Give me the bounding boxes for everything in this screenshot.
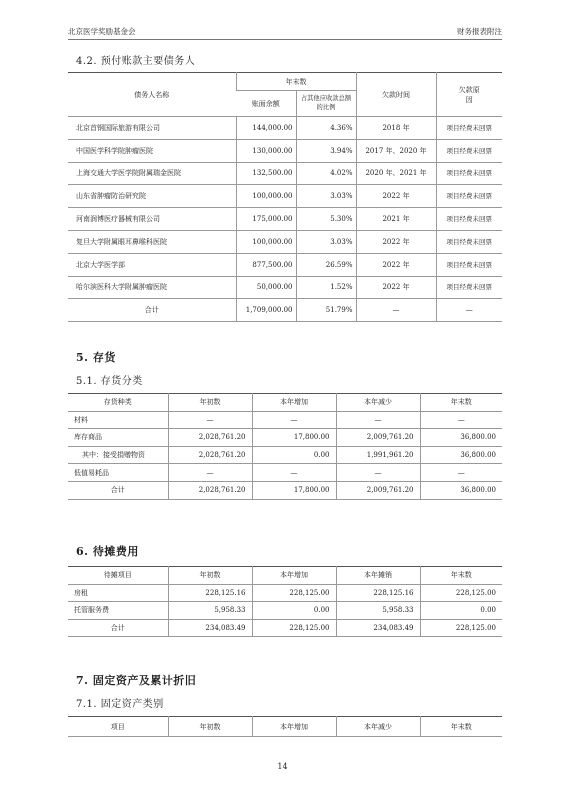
debtor-row: [68, 253, 502, 276]
prepaid-cell: 228,125.16: [168, 584, 252, 602]
debtor-ratio: 4.02%: [296, 162, 356, 185]
debtor-reason: 项目经费未回票: [436, 162, 502, 185]
debtor-row: [68, 139, 502, 162]
debtor-ratio: 3.03%: [296, 185, 356, 208]
debtor-amount: 130,000.00: [236, 139, 296, 162]
inventory-col-header: 存货种类: [68, 394, 168, 412]
debtor-amount: 132,500.00: [236, 162, 296, 185]
debtor-ratio: 5.30%: [296, 208, 356, 231]
header-org-name: 北京医学奖励基金会: [68, 27, 136, 36]
inventory-cell: —: [252, 411, 336, 429]
debtor-row: [68, 162, 502, 185]
inventory-cell: 36,800.00: [420, 446, 502, 464]
debtor-reason: 项目经费未回票: [436, 276, 502, 299]
prepaid-total-cell: 234,083.49: [168, 619, 252, 637]
inventory-row: [68, 446, 502, 464]
prepaid-total-cell: 228,125.00: [420, 619, 502, 637]
fixed-assets-table: [68, 716, 502, 737]
heading-7: 7. 固定资产及累计折旧: [76, 674, 197, 687]
prepaid-col-header: 待摊项目: [68, 567, 168, 585]
total-reason: —: [436, 299, 502, 322]
fixed-col-header: 年初数: [168, 717, 252, 737]
prepaid-total-cell: 228,125.00: [252, 619, 336, 637]
debtor-reason: 项目经费未回票: [436, 139, 502, 162]
heading-6: 6. 待摊费用: [76, 545, 139, 558]
inventory-cell: —: [168, 411, 252, 429]
debtor-name: 哈尔滨医科大学附属肿瘤医院: [68, 276, 236, 299]
inventory-cell: —: [336, 464, 420, 482]
inventory-col-header: 本年减少: [336, 394, 420, 412]
debtor-name: 北京大学医学部: [68, 253, 236, 276]
inventory-col-header: 本年增加: [252, 394, 336, 412]
fixed-col-header: 项目: [68, 717, 168, 737]
debtor-time: 2022 年: [356, 253, 436, 276]
debtor-ratio: 4.36%: [296, 117, 356, 140]
col-year-end: 年末数: [236, 73, 356, 91]
prepaid-cell: 托管服务费: [68, 602, 168, 620]
fixed-col-header: 本年增加: [252, 717, 336, 737]
inventory-row: [68, 411, 502, 429]
debtor-reason: 项目经费未回票: [436, 208, 502, 231]
prepaid-table: [68, 566, 502, 637]
prepaid-col-header: 年初数: [168, 567, 252, 585]
debtor-time: 2022 年: [356, 185, 436, 208]
inventory-cell: 库存商品: [68, 429, 168, 447]
fixed-col-header: 年末数: [420, 717, 502, 737]
inventory-col-header: 年初数: [168, 394, 252, 412]
inventory-header-row: [68, 394, 502, 412]
prepaid-cell: 5,958.33: [168, 602, 252, 620]
debtor-ratio: 1.52%: [296, 276, 356, 299]
prepaid-col-header: 本年增加: [252, 567, 336, 585]
prepaid-header-row: [68, 567, 502, 585]
heading-7-1: 7.1. 固定资产类别: [76, 699, 164, 710]
debtor-reason: 项目经费未回票: [436, 117, 502, 140]
debtor-time: 2021 年: [356, 208, 436, 231]
prepaid-total-cell: 234,083.49: [336, 619, 420, 637]
debtor-name: 北京首钢国际旅游有限公司: [68, 117, 236, 140]
debtor-name: 山东省肿瘤防治研究院: [68, 185, 236, 208]
prepaid-row: [68, 584, 502, 602]
debtor-name: 复旦大学附属眼耳鼻喉科医院: [68, 230, 236, 253]
prepaid-total-cell: 合计: [68, 619, 168, 637]
debtor-ratio: 26.59%: [296, 253, 356, 276]
inventory-cell: 0.00: [252, 446, 336, 464]
inventory-cell: —: [420, 411, 502, 429]
debtors-header-row-1: [68, 73, 502, 91]
inventory-cell: 低值易耗品: [68, 464, 168, 482]
prepaid-cell: 0.00: [252, 602, 336, 620]
debtor-row: [68, 185, 502, 208]
prepaid-col-header: 年末数: [420, 567, 502, 585]
col-debtor-name: 债务人名称: [68, 73, 236, 117]
debtor-amount: 100,000.00: [236, 230, 296, 253]
inventory-total-cell: 2,009,761.20: [336, 481, 420, 499]
prepaid-total-row: [68, 619, 502, 637]
col-book-balance: 账面余额: [236, 91, 296, 117]
inventory-cell: —: [168, 464, 252, 482]
inventory-total-cell: 36,800.00: [420, 481, 502, 499]
total-amount: 1,709,000.00: [236, 299, 296, 322]
inventory-cell: —: [420, 464, 502, 482]
debtor-reason: 项目经费未回票: [436, 253, 502, 276]
debtor-reason: 项目经费未回票: [436, 230, 502, 253]
col-ratio: 占其他应收款总额的比例: [296, 91, 356, 117]
heading-5-1: 5.1. 存货分类: [76, 376, 143, 387]
debtor-amount: 877,500.00: [236, 253, 296, 276]
debtor-time: 2018 年: [356, 117, 436, 140]
inventory-total-cell: 17,800.00: [252, 481, 336, 499]
page-number: 14: [277, 762, 288, 771]
inventory-cell: 17,800.00: [252, 429, 336, 447]
inventory-cell: —: [336, 411, 420, 429]
debtor-name: 上海交通大学医学院附属瑞金医院: [68, 162, 236, 185]
debtor-name: 河南润博医疗器械有限公司: [68, 208, 236, 231]
debtor-ratio: 3.94%: [296, 139, 356, 162]
debtor-time: 2017 年、2020 年: [356, 139, 436, 162]
debtor-amount: 175,000.00: [236, 208, 296, 231]
total-label: 合计: [68, 299, 236, 322]
prepaid-cell: 5,958.33: [336, 602, 420, 620]
total-time: —: [356, 299, 436, 322]
header-doc-title: 财务报表附注: [457, 27, 502, 36]
inventory-row: [68, 464, 502, 482]
inventory-cell: 其中：接受捐赠物资: [68, 446, 168, 464]
inventory-cell: 2,009,761.20: [336, 429, 420, 447]
inventory-total-cell: 2,028,761.20: [168, 481, 252, 499]
inventory-cell: 1,991,961.20: [336, 446, 420, 464]
debtors-total-row: [68, 299, 502, 322]
debtor-row: [68, 208, 502, 231]
debtor-time: 2022 年: [356, 230, 436, 253]
col-arrears-reason: 欠款原因: [436, 73, 502, 117]
fixed-header-row: [68, 717, 502, 737]
inventory-cell: —: [252, 464, 336, 482]
debtor-time: 2022 年: [356, 276, 436, 299]
page-header: [68, 20, 502, 40]
debtor-amount: 100,000.00: [236, 185, 296, 208]
inventory-cell: 材料: [68, 411, 168, 429]
debtors-table: [68, 72, 502, 322]
prepaid-cell: 房租: [68, 584, 168, 602]
prepaid-cell: 228,125.16: [336, 584, 420, 602]
prepaid-cell: 228,125.00: [252, 584, 336, 602]
fixed-col-header: 本年减少: [336, 717, 420, 737]
inventory-table: [68, 393, 502, 500]
debtor-row: [68, 230, 502, 253]
inventory-col-header: 年末数: [420, 394, 502, 412]
col-arrears-time: 欠款时间: [356, 73, 436, 117]
inventory-total-row: [68, 481, 502, 499]
prepaid-col-header: 本年摊销: [336, 567, 420, 585]
inventory-cell: 2,028,761.20: [168, 446, 252, 464]
debtor-name: 中国医学科学院肿瘤医院: [68, 139, 236, 162]
debtor-row: [68, 117, 502, 140]
prepaid-cell: 0.00: [420, 602, 502, 620]
total-ratio: 51.79%: [296, 299, 356, 322]
debtor-amount: 144,000.00: [236, 117, 296, 140]
debtor-amount: 50,000.00: [236, 276, 296, 299]
inventory-row: [68, 429, 502, 447]
heading-5: 5. 存货: [76, 351, 116, 364]
debtor-reason: 项目经费未回票: [436, 185, 502, 208]
heading-4-2: 4.2. 预付账款主要债务人: [76, 56, 196, 67]
inventory-cell: 2,028,761.20: [168, 429, 252, 447]
prepaid-cell: 228,125.00: [420, 584, 502, 602]
inventory-cell: 36,800.00: [420, 429, 502, 447]
debtor-ratio: 3.03%: [296, 230, 356, 253]
inventory-total-cell: 合计: [68, 481, 168, 499]
debtor-time: 2020 年、2021 年: [356, 162, 436, 185]
debtor-row: [68, 276, 502, 299]
prepaid-row: [68, 602, 502, 620]
